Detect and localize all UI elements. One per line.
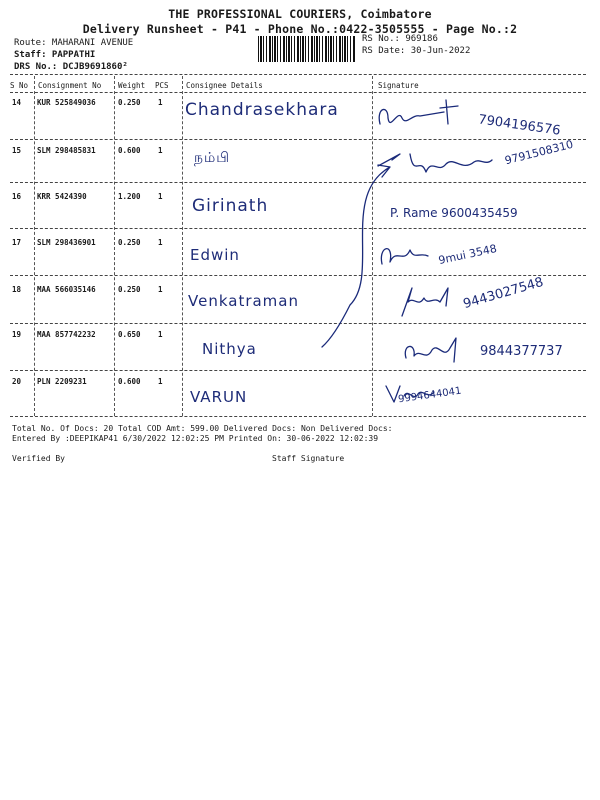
col-consignment: Consignment No (38, 81, 102, 90)
row-pcs: 1 (158, 146, 163, 155)
signature-phone: 9791508310 (503, 137, 575, 168)
row-weight: 0.600 (118, 377, 141, 386)
row-sno: 16 (12, 192, 22, 201)
row-rule (10, 323, 586, 324)
totals-summary: Total No. Of Docs: 20 Total COD Amt: 599.00 Delivered Docs: Non Delivered Docs: (12, 424, 393, 433)
col-divider-3 (182, 76, 183, 416)
signature-scribble (374, 96, 474, 136)
row-weight: 0.250 (118, 285, 141, 294)
rs-number: RS No.: 969186 (362, 34, 438, 44)
row-sno: 15 (12, 146, 22, 155)
barcode-image (258, 36, 356, 62)
verified-by-label: Verified By (12, 454, 65, 463)
row-sno: 20 (12, 377, 22, 386)
row-weight: 0.250 (118, 238, 141, 247)
row-sno: 19 (12, 330, 22, 339)
row-rule (10, 139, 586, 140)
signature-name-phone: P. Rame 9600435459 (390, 206, 518, 220)
row-consignment: PLN 2209231 (37, 377, 87, 386)
col-sno: S No (10, 81, 29, 90)
row-consignment: SLM 298436901 (37, 238, 96, 247)
entered-by-line: Entered By :DEEPIKAP41 6/30/2022 12:02:25 PM Printed On: 30-06-2022 12:02:39 (12, 434, 379, 443)
row-pcs: 1 (158, 192, 163, 201)
runsheet-title: Delivery Runsheet - P41 - Phone No.:0422-3505555 - Page No.:2 (82, 22, 518, 36)
row-sno: 18 (12, 285, 22, 294)
row-consignment: SLM 298485831 (37, 146, 96, 155)
row-weight: 0.650 (118, 330, 141, 339)
consignee-handwriting: Venkatraman (188, 292, 299, 310)
row-weight: 0.250 (118, 98, 141, 107)
row-rule (10, 182, 586, 183)
signature-phone: 7904196576 (477, 112, 562, 139)
staff-label: Staff: PAPPATHI (14, 50, 96, 60)
row-pcs: 1 (158, 377, 163, 386)
row-rule (10, 275, 586, 276)
row-consignment: KRR 5424390 (37, 192, 87, 201)
staff-signature-label: Staff Signature (272, 454, 345, 463)
consignee-handwriting: நம்பி (194, 150, 231, 166)
row-sno: 17 (12, 238, 22, 247)
signature-phone: 9994644041 (397, 385, 463, 406)
drs-number: DRS No.: DCJB9691860² (14, 62, 128, 72)
row-weight: 1.200 (118, 192, 141, 201)
route-label: Route: MAHARANI AVENUE (14, 38, 134, 48)
consignee-handwriting: VARUN (190, 388, 248, 406)
col-divider-2 (114, 76, 115, 416)
consignee-handwriting: Girinath (192, 196, 269, 216)
signature-phone: 9mui 3548 (437, 241, 498, 268)
col-signature: Signature (378, 81, 419, 90)
row-consignment: MAA 566035146 (37, 285, 96, 294)
table-top-rule (10, 74, 586, 75)
company-title: THE PROFESSIONAL COURIERS, Coimbatore (168, 7, 432, 21)
row-consignment: KUR 525849036 (37, 98, 96, 107)
consignee-handwriting: Nithya (202, 340, 257, 358)
signature-phone: 9443027548 (461, 274, 546, 313)
row-weight: 0.600 (118, 146, 141, 155)
col-consignee: Consignee Details (186, 81, 263, 90)
row-pcs: 1 (158, 285, 163, 294)
rs-date: RS Date: 30-Jun-2022 (362, 46, 471, 56)
connector-arrow-scribble (320, 155, 430, 355)
row-pcs: 1 (158, 98, 163, 107)
signature-phone: 9844377737 (480, 344, 563, 359)
row-rule (10, 416, 586, 417)
table-header-rule (10, 92, 586, 93)
col-weight: Weight (118, 81, 146, 90)
col-divider-1 (34, 76, 35, 416)
row-pcs: 1 (158, 238, 163, 247)
row-rule (10, 228, 586, 229)
row-consignment: MAA 857742232 (37, 330, 96, 339)
row-rule (10, 370, 586, 371)
consignee-handwriting: Edwin (190, 246, 240, 264)
col-pcs: PCS (155, 81, 169, 90)
consignee-handwriting: Chandrasekhara (185, 100, 339, 120)
row-pcs: 1 (158, 330, 163, 339)
row-sno: 14 (12, 98, 22, 107)
